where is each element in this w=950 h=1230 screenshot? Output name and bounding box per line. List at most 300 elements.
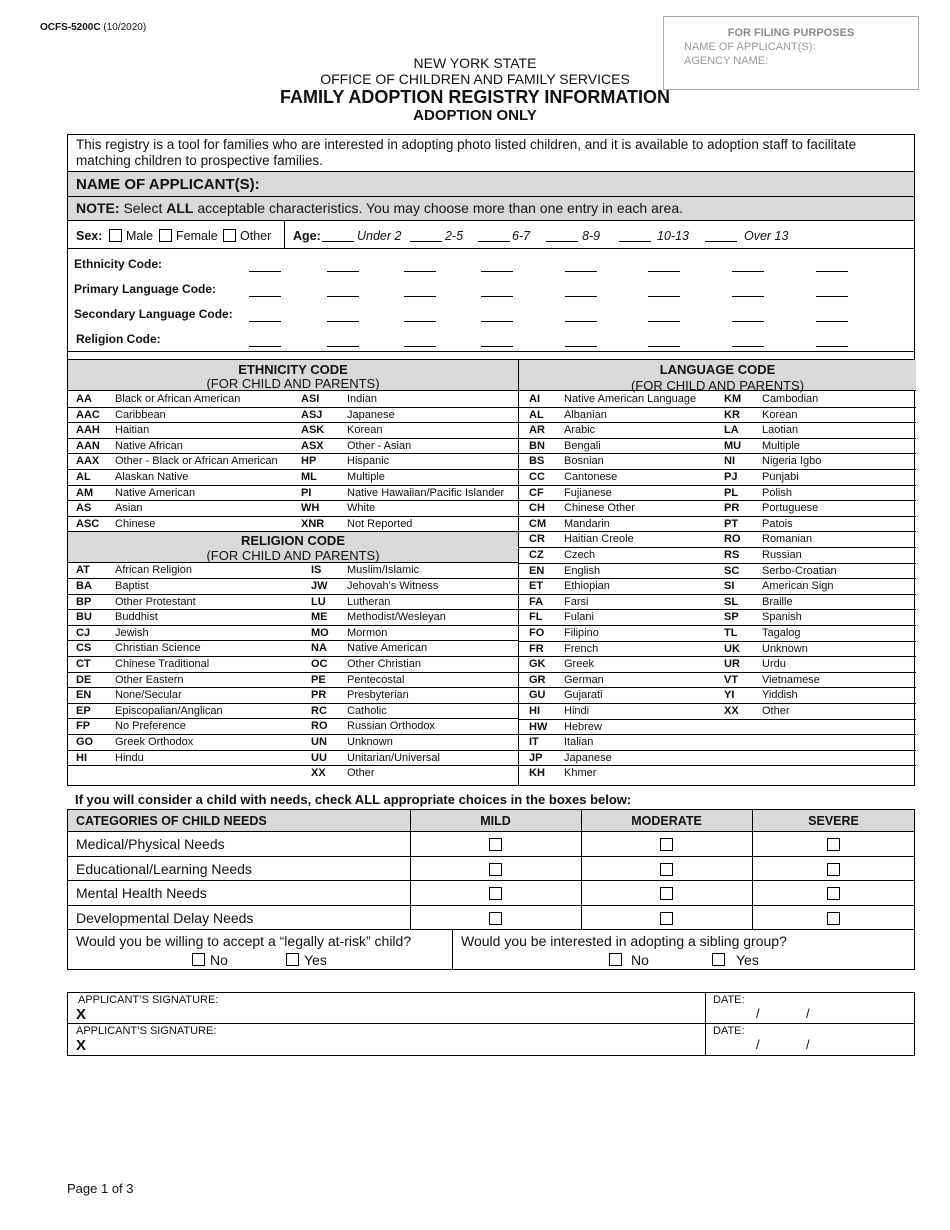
language-right-code: PJ (724, 471, 738, 483)
language-right-name: Romanian (762, 533, 813, 546)
ethnicity-left-code: AL (76, 471, 91, 483)
signature-label-2: APPLICANT’S SIGNATURE: (76, 1025, 217, 1037)
language-right-code: LA (724, 424, 739, 437)
date-slash-2b: / (806, 1037, 810, 1052)
language-left-code: FO (529, 627, 545, 639)
ethnicity-left-name: Other - Black or African American (115, 455, 278, 468)
ethnicity-right-name: Korean (347, 424, 383, 437)
needs-row (68, 857, 914, 882)
ethnicity-left-code: AAC (76, 408, 100, 421)
signature-x-1: X (76, 1006, 87, 1023)
language-left-code: GU (529, 689, 546, 702)
age-under2-blank[interactable] (322, 241, 354, 242)
religion-left-code: CT (76, 658, 91, 670)
language-right-name: Laotian (762, 424, 799, 437)
language-right-name: Tagalog (762, 627, 801, 639)
ethnicity-right-name: Other - Asian (347, 439, 412, 452)
language-left-name: Mandarin (564, 517, 610, 530)
needs-row-label: Medical/Physical Needs (76, 836, 225, 852)
ethnicity-right-code: ASI (301, 393, 320, 405)
ethnicity-left-code: AAH (76, 424, 100, 437)
mild-checkbox[interactable] (489, 912, 502, 925)
form-header (240, 55, 710, 125)
language-left-code: IT (529, 736, 539, 749)
ethnicity-left-code: AM (76, 486, 94, 499)
language-left-name: Ethiopian (564, 580, 610, 593)
ethnicity-right-name: Not Reported (347, 517, 413, 530)
language-right-code: UR (724, 658, 740, 671)
language-left-name: Italian (564, 736, 594, 749)
code-blank-3-2[interactable] (404, 346, 436, 347)
code-tables (68, 360, 914, 785)
signature-block (67, 992, 915, 1056)
religion-right-name: Pentecostal (347, 673, 405, 686)
ethnicity-right-code: WH (301, 502, 320, 515)
religion-left-code: EP (76, 704, 91, 717)
religion-right-code: IS (311, 564, 322, 577)
moderate-checkbox[interactable] (660, 887, 673, 900)
code-blank-0-2[interactable] (404, 271, 436, 272)
language-right-name: Spanish (762, 611, 802, 624)
language-right-code: YI (724, 689, 735, 702)
mild-checkbox[interactable] (489, 887, 502, 900)
severe-checkbox[interactable] (827, 838, 840, 851)
language-right-name: Serbo-Croatian (762, 564, 837, 577)
religion-right-code: JW (311, 580, 328, 592)
ethnicity-right-code: ASK (301, 424, 325, 437)
language-right-name: Other (762, 705, 790, 717)
ethnicity-right-code: HP (301, 455, 317, 468)
code-blank-2-6[interactable] (732, 321, 764, 322)
language-left-name: French (564, 642, 599, 655)
religion-left-name: Chinese Traditional (115, 658, 210, 670)
code-blank-2-3[interactable] (481, 321, 513, 322)
language-left-name: Bengali (564, 439, 601, 452)
language-right-code: PT (724, 517, 739, 530)
code-blank-2-5[interactable] (648, 321, 680, 322)
religion-left-code: FP (76, 720, 91, 733)
date-slash-1b: / (806, 1006, 810, 1021)
language-left-name: Chinese Other (564, 502, 635, 515)
language-left-code: FR (529, 642, 544, 655)
ethnicity-left-code: AA (76, 393, 92, 405)
moderate-checkbox[interactable] (660, 863, 673, 876)
age-10-13-blank[interactable] (619, 241, 651, 242)
age-10-13-label: 10-13 (657, 229, 689, 243)
mild-checkbox[interactable] (489, 863, 502, 876)
spacer-row (68, 352, 914, 360)
religion-left-name: Other Eastern (115, 673, 184, 686)
needs-header-categories: CATEGORIES OF CHILD NEEDS (76, 814, 267, 828)
sibling-question: Would you be interested in adopting a sibling group? (461, 933, 787, 949)
needs-header-moderate: MODERATE (631, 814, 702, 828)
age-2-5-label: 2-5 (445, 229, 464, 243)
religion-left-code: BU (76, 611, 92, 624)
code-blank-2-7[interactable] (816, 321, 848, 322)
moderate-checkbox[interactable] (660, 912, 673, 925)
religion-left-name: Baptist (115, 580, 149, 592)
language-left-code: GR (529, 673, 546, 686)
language-left-name: Fulani (564, 611, 594, 624)
date-label-1: DATE: (713, 994, 745, 1006)
religion-right-name: Unknown (347, 736, 393, 748)
sibling-no-checkbox[interactable] (609, 953, 622, 966)
religion-right-name: Catholic (347, 704, 387, 717)
language-left-code: BN (529, 439, 545, 452)
code-blank-3-5[interactable] (648, 346, 680, 347)
religion-left-name: African Religion (115, 564, 193, 577)
ethnicity-left-name: Asian (115, 502, 143, 515)
moderate-checkbox[interactable] (660, 838, 673, 851)
ethnicity-left-name: Chinese (115, 517, 156, 530)
language-right-name: Polish (762, 486, 792, 499)
code-entry-block (68, 249, 914, 352)
needs-row-label: Developmental Delay Needs (76, 909, 254, 926)
filing-applicant: NAME OF APPLICANT(S): (684, 41, 816, 53)
religion-left-name: No Preference (115, 720, 186, 733)
age-8-9-label: 8-9 (582, 229, 601, 243)
form-id: OCFS-5200C (10/2020) (40, 22, 147, 33)
ethnicity-left-code: AS (76, 502, 92, 515)
sex-female-checkbox[interactable] (159, 229, 172, 242)
primary-language-code-label: Primary Language Code: (74, 282, 217, 296)
ethnicity-right-code: ASJ (301, 408, 323, 421)
severe-checkbox[interactable] (827, 912, 840, 925)
language-right-name: Punjabi (762, 471, 799, 483)
religion-right-code: NA (311, 642, 327, 655)
language-right-name: Cambodian (762, 393, 819, 405)
language-left-code: HI (529, 705, 540, 717)
age-2-5-blank[interactable] (410, 241, 442, 242)
language-right-name: Portuguese (762, 502, 819, 515)
language-right-code: KR (724, 408, 740, 421)
ethnicity-right-name: Hispanic (347, 455, 390, 468)
language-left-code: AR (529, 424, 545, 437)
sex-male-checkbox[interactable] (109, 229, 122, 242)
language-right-name: American Sign (762, 580, 834, 593)
code-blank-0-7[interactable] (816, 271, 848, 272)
code-blank-3-6[interactable] (732, 346, 764, 347)
ethnicity-code-label: Ethnicity Code: (74, 257, 163, 271)
religion-left-code: BP (76, 595, 92, 608)
language-left-code: FA (529, 595, 544, 608)
ethnicity-left-code: ASC (76, 517, 100, 530)
language-right-code: SC (724, 564, 740, 577)
main-form (67, 134, 915, 786)
language-right-code: VT (724, 673, 739, 686)
needs-row (68, 906, 914, 931)
language-left-name: Farsi (564, 595, 589, 608)
code-blank-3-3[interactable] (481, 346, 513, 347)
language-right-name: Korean (762, 408, 798, 421)
religion-right-name: Mormon (347, 626, 388, 639)
mild-checkbox[interactable] (489, 838, 502, 851)
language-left-name: Bosnian (564, 455, 604, 468)
ethnicity-sub: (FOR CHILD AND PARENTS) (206, 376, 380, 391)
language-left-code: HW (529, 720, 548, 733)
code-blank-1-4[interactable] (565, 296, 597, 297)
religion-left-code: GO (76, 736, 94, 748)
language-left-name: Cantonese (564, 471, 618, 483)
language-left-name: Haitian Creole (564, 533, 634, 546)
sibling-yes-label: Yes (736, 952, 759, 968)
at-risk-yes-label: Yes (304, 952, 327, 968)
ethnicity-title: ETHNICITY CODE (238, 362, 348, 377)
applicant-name-label: NAME OF APPLICANT(S): (68, 172, 914, 197)
language-sub: (FOR CHILD AND PARENTS) (630, 378, 805, 393)
language-right-name: Multiple (762, 439, 800, 452)
code-blank-3-1[interactable] (327, 346, 359, 347)
religion-right-code: XX (311, 767, 326, 780)
needs-rows (68, 832, 914, 930)
religion-right-code: PR (311, 689, 327, 702)
religion-right-code: ME (311, 611, 328, 624)
code-blank-3-7[interactable] (816, 346, 848, 347)
religion-left-name: Episcopalian/Anglican (115, 704, 223, 717)
religion-right-code: LU (311, 595, 326, 608)
language-left-name: Hindi (564, 705, 590, 717)
language-right-name: Patois (762, 517, 793, 530)
language-right-name: Yiddish (762, 689, 798, 702)
language-right-code: RO (724, 533, 741, 546)
code-blank-2-2[interactable] (404, 321, 436, 322)
sex-other-label: Other (240, 229, 272, 243)
language-left-name: Albanian (564, 408, 607, 421)
sex-label: Sex: (76, 229, 103, 243)
needs-header-severe: SEVERE (808, 814, 859, 828)
language-right-code: TL (724, 627, 738, 639)
language-right-name: Unknown (762, 642, 808, 655)
severe-checkbox[interactable] (827, 863, 840, 876)
language-left-name: Czech (564, 549, 596, 561)
language-left-name: Greek (564, 658, 594, 671)
date-label-2: DATE: (713, 1025, 745, 1037)
bottom-questions (68, 930, 914, 969)
sibling-no-label: No (631, 952, 649, 968)
language-right-name: Urdu (762, 658, 786, 671)
ethnicity-left-name: Caribbean (115, 408, 166, 421)
code-blank-3-0[interactable] (249, 346, 281, 347)
language-title: LANGUAGE CODE (659, 362, 776, 377)
religion-right-code: MO (311, 626, 329, 639)
language-right-name: Braille (762, 595, 793, 608)
needs-header-mild: MILD (480, 814, 511, 828)
language-right-code: SI (724, 580, 735, 593)
language-left-name: Hebrew (564, 720, 602, 733)
secondary-language-code-label: Secondary Language Code: (74, 307, 233, 321)
language-right-name: Russian (762, 549, 802, 561)
language-left-code: AI (529, 393, 540, 405)
language-left-code: KH (529, 767, 545, 780)
religion-left-code: AT (76, 564, 90, 577)
language-left-name: Native American Language (564, 393, 697, 405)
ethnicity-left-name: Black or African American (115, 393, 241, 405)
at-risk-no-checkbox[interactable] (192, 953, 205, 966)
religion-right-name: Lutheran (347, 595, 391, 608)
date-slash-1a: / (756, 1006, 760, 1021)
language-right-code: SL (724, 595, 739, 608)
ethnicity-left-name: Native American (115, 486, 196, 499)
severe-checkbox[interactable] (827, 887, 840, 900)
sex-other-checkbox[interactable] (223, 229, 236, 242)
code-blank-1-6[interactable] (732, 296, 764, 297)
language-right-code: RS (724, 549, 740, 561)
language-left-code: CF (529, 486, 544, 499)
code-blank-1-7[interactable] (816, 296, 848, 297)
filing-agency: AGENCY NAME: (684, 55, 769, 67)
language-left-code: CH (529, 502, 545, 515)
language-left-code: CZ (529, 549, 544, 561)
religion-right-name: Russian Orthodox (347, 720, 436, 733)
religion-right-code: RC (311, 704, 327, 717)
needs-header-row (68, 810, 914, 832)
code-blank-2-4[interactable] (565, 321, 597, 322)
religion-sub: (FOR CHILD AND PARENTS) (206, 548, 380, 564)
religion-left-name: Buddhist (115, 611, 158, 624)
ethnicity-right-name: White (347, 502, 376, 515)
needs-question: If you will consider a child with needs, check ALL appropriate choices in the boxes below: (75, 792, 632, 807)
language-right-code: MU (724, 439, 742, 452)
code-blank-1-2[interactable] (404, 296, 436, 297)
language-left-name: Arabic (564, 424, 596, 437)
signature-row-2[interactable] (68, 1024, 914, 1055)
religion-right-name: Other Christian (347, 658, 421, 670)
religion-left-code: CJ (76, 626, 91, 639)
religion-title: RELIGION CODE (240, 533, 345, 549)
language-right-name: Nigeria Igbo (762, 455, 822, 468)
language-left-code: FL (529, 611, 543, 624)
language-right-code: SP (724, 611, 739, 624)
language-left-code: AL (529, 408, 544, 421)
religion-right-code: PE (311, 673, 326, 686)
age-6-7-blank[interactable] (478, 241, 510, 242)
language-right-code: KM (724, 393, 742, 405)
language-left-code: CC (529, 471, 545, 483)
code-blank-0-6[interactable] (732, 271, 764, 272)
ethnicity-left-name: Alaskan Native (115, 471, 189, 483)
intro-text: This registry is a tool for families who are interested in adopting photo listed children, and it is available to adoption staff to facilitate matching children to prospective families. (68, 135, 914, 172)
religion-right-name: Jehovah's Witness (347, 580, 439, 592)
language-left-name: Khmer (564, 767, 597, 780)
at-risk-question: Would you be willing to accept a “legally at-risk” child? (76, 933, 412, 949)
sibling-yes-checkbox[interactable] (712, 953, 725, 966)
needs-row-label: Mental Health Needs (76, 885, 207, 901)
code-blank-2-0[interactable] (249, 321, 281, 322)
date-slash-2a: / (756, 1037, 760, 1052)
language-left-name: Fujianese (564, 486, 612, 499)
language-left-code: CR (529, 533, 545, 546)
religion-right-name: Muslim/Islamic (347, 564, 420, 577)
ethnicity-right-code: ML (301, 471, 317, 483)
language-left-code: EN (529, 564, 545, 577)
religion-right-name: Unitarian/Universal (347, 751, 440, 764)
religion-right-code: RO (311, 720, 328, 733)
note-text: NOTE: Select ALL acceptable characteristics. You may choose more than one entry in each area. (68, 197, 914, 221)
language-left-name: English (564, 564, 601, 577)
language-left-code: ET (529, 580, 544, 593)
needs-table (67, 809, 915, 970)
code-blank-0-4[interactable] (565, 271, 597, 272)
code-blank-0-5[interactable] (648, 271, 680, 272)
language-right-name: Vietnamese (762, 673, 820, 686)
ethnicity-right-name: Japanese (347, 408, 395, 421)
code-blank-1-0[interactable] (249, 296, 281, 297)
religion-left-name: Other Protestant (115, 595, 196, 608)
religion-right-code: UN (311, 736, 327, 748)
code-blank-1-3[interactable] (481, 296, 513, 297)
tables-divider (518, 360, 519, 785)
religion-right-name: Methodist/Wesleyan (347, 611, 446, 624)
ethnicity-right-code: PI (301, 486, 312, 499)
signature-row-1[interactable] (68, 993, 914, 1024)
code-blank-3-4[interactable] (565, 346, 597, 347)
religion-right-name: Native American (347, 642, 428, 655)
language-left-code: CM (529, 517, 547, 530)
code-blank-0-0[interactable] (249, 271, 281, 272)
signature-x-2: X (76, 1037, 87, 1054)
form-title: FAMILY ADOPTION REGISTRY INFORMATION (279, 87, 671, 107)
age-over13-blank[interactable] (705, 241, 737, 242)
age-over13-label: Over 13 (744, 229, 789, 243)
code-blank-0-1[interactable] (327, 271, 359, 272)
sex-age-row (68, 221, 914, 249)
needs-row-label: Educational/Learning Needs (76, 860, 252, 877)
religion-left-name: Jewish (115, 626, 149, 639)
state-name: NEW YORK STATE (413, 55, 537, 71)
language-left-code: JP (529, 751, 543, 764)
page-number: Page 1 of 3 (67, 1181, 134, 1196)
language-left-name: German (564, 673, 604, 686)
religion-left-code: CS (76, 642, 92, 655)
religion-right-name: Other (347, 767, 375, 780)
religion-left-code: EN (76, 689, 92, 702)
language-left-code: GK (529, 658, 546, 671)
ethnicity-right-code: XNR (301, 517, 325, 530)
code-blank-1-1[interactable] (327, 296, 359, 297)
form-subtitle: ADOPTION ONLY (413, 107, 537, 124)
age-8-9-blank[interactable] (546, 241, 578, 242)
sex-male-label: Male (126, 229, 154, 243)
religion-left-code: HI (76, 751, 87, 764)
office-name: OFFICE OF CHILDREN AND FAMILY SERVICES (320, 71, 630, 87)
language-left-code: BS (529, 455, 545, 468)
needs-row (68, 881, 914, 906)
at-risk-yes-checkbox[interactable] (286, 953, 299, 966)
religion-code-label: Religion Code: (76, 332, 161, 346)
religion-right-code: OC (311, 658, 328, 670)
age-label: Age: (293, 229, 321, 243)
ethnicity-left-name: Haitian (115, 424, 150, 437)
language-left-name: Gujarati (564, 689, 603, 702)
language-right-code: UK (724, 642, 740, 655)
code-blank-2-1[interactable] (327, 321, 359, 322)
religion-left-name: Greek Orthodox (115, 736, 194, 748)
religion-right-code: UU (311, 751, 327, 764)
needs-row (68, 832, 914, 857)
ethnicity-left-name: Native African (115, 439, 183, 452)
religion-left-name: Christian Science (115, 642, 201, 655)
code-blank-0-3[interactable] (481, 271, 513, 272)
code-blank-1-5[interactable] (648, 296, 680, 297)
religion-left-code: BA (76, 580, 92, 592)
religion-left-name: None/Secular (115, 689, 182, 702)
ethnicity-right-name: Multiple (347, 471, 385, 483)
filing-title: FOR FILING PURPOSES (727, 27, 855, 39)
ethnicity-right-code: ASX (301, 439, 324, 452)
age-under2-label: Under 2 (357, 229, 402, 243)
religion-right-name: Presbyterian (347, 689, 409, 702)
religion-left-name: Hindu (115, 751, 144, 764)
